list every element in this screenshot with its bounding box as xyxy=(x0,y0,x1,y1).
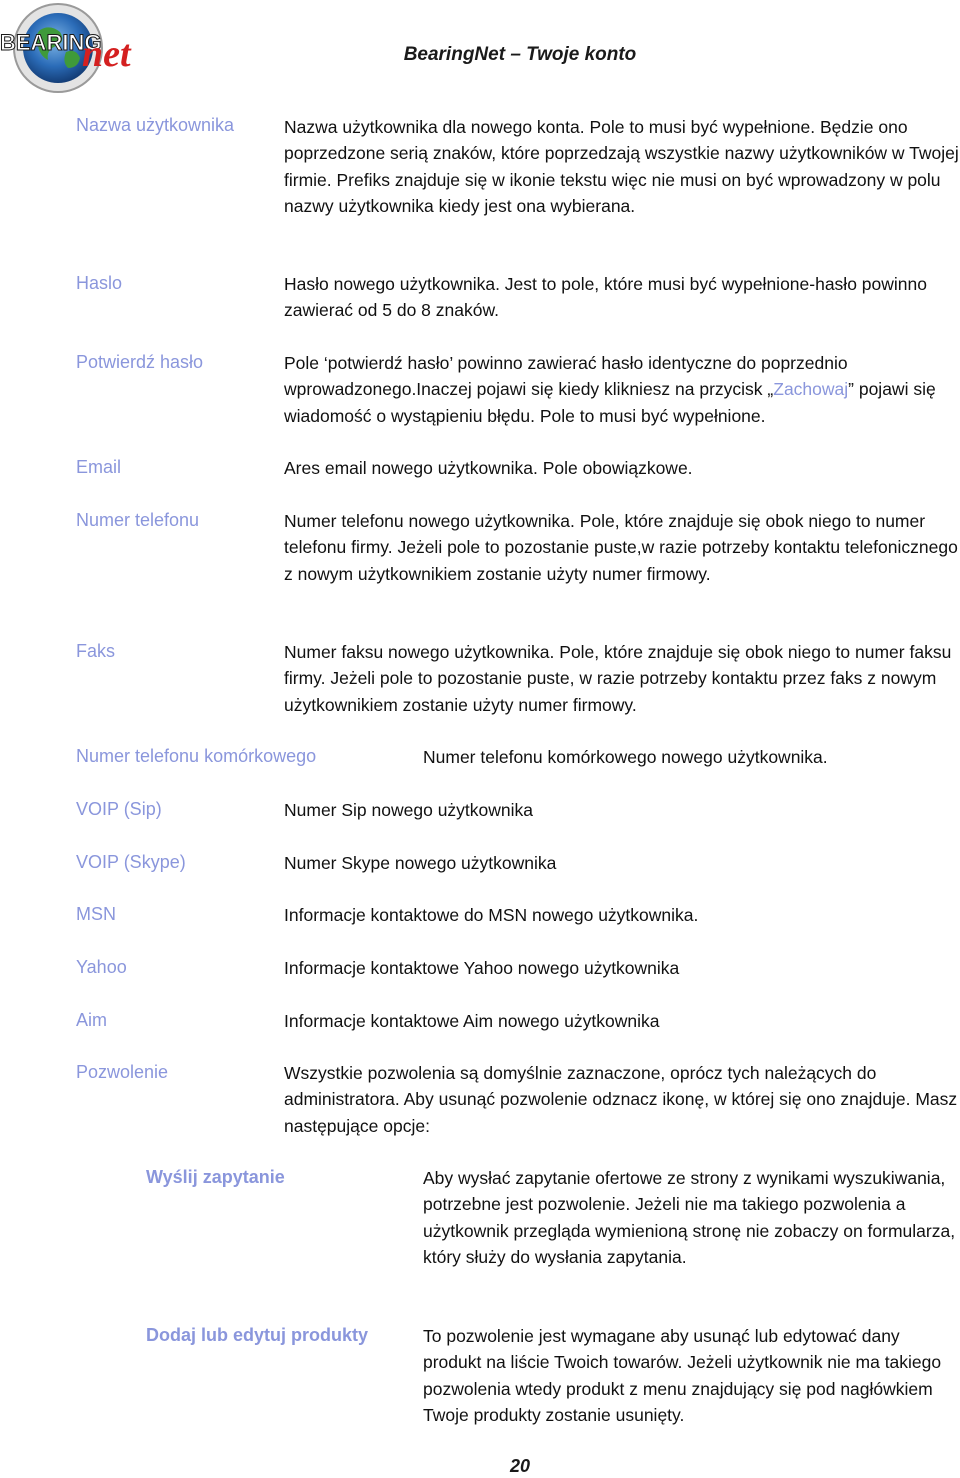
bearingnet-logo xyxy=(0,0,150,96)
desc-yahoo: Informacje kontaktowe Yahoo nowego użytkownika xyxy=(284,958,680,978)
desc-mobile: Numer telefonu komórkowego nowego użytkownika. xyxy=(423,747,828,767)
save-button-reference: Zachowaj xyxy=(773,379,849,400)
desc-fax: Numer faksu nowego użytkownika. Pole, które znajduje się obok niego to numer faksu firmy. Jeżeli pole to pozostanie puste, w razie potrzeby kontaktu przez faks z nowym użytkownikiem zostanie użyty numer firmowy. xyxy=(284,642,952,715)
desc-phone: Numer telefonu nowego użytkownika. Pole, które znajduje się obok niego to numer telefonu firmy. Jeżeli pole to pozostanie puste,w razie potrzeby kontaktu telefonicznego z nowym użytkownikiem zostanie użyty numer firmowy. xyxy=(284,511,958,584)
desc-confirm-password-part-b: ” pojawi się wiadomość o wystąpieniu błędu. Pole to musi być wypełnione. xyxy=(284,379,936,426)
desc-confirm-password-part-a: Pole ‘potwierdź hasło’ powinno zawierać hasło identyczne do poprzednio wprowadzonego.Inaczej pojawi się kiedy klikniesz na przycisk „ xyxy=(284,353,848,400)
desc-msn: Informacje kontaktowe do MSN nowego użytkownika. xyxy=(284,905,699,925)
term-send-inquiry: Wyślij zapytanie xyxy=(146,1167,285,1187)
term-add-edit-products: Dodaj lub edytuj produkty xyxy=(146,1325,369,1345)
term-username: Nazwa użytkownika xyxy=(76,115,235,135)
term-confirm-password: Potwierdź hasło xyxy=(76,352,204,372)
desc-password: Hasło nowego użytkownika. Jest to pole, które musi być wypełnione-hasło powinno zawierać od 5 do 8 znaków. xyxy=(284,274,927,321)
term-password: Haslo xyxy=(76,273,123,293)
term-aim: Aim xyxy=(76,1010,107,1030)
desc-username: Nazwa użytkownika dla nowego konta. Pole to musi być wypełnione. Będzie ono poprzedzone serią znaków, które poprzedzają wszystkie nazwy użytkowników w Twojej firmie. Prefiks znajduje się w ikonie tekstu więc nie musi on być wprowadzony w polu nazwy użytkownika kiedy jest ona wybierana. xyxy=(284,117,959,216)
desc-confirm-password xyxy=(284,350,960,429)
desc-voip-skype: Numer Skype nowego użytkownika xyxy=(284,853,557,873)
header-title: BearingNet – Twoje konto xyxy=(403,44,637,65)
term-msn: MSN xyxy=(76,904,116,924)
desc-email: Ares email nowego użytkownika. Pole obowiązkowe. xyxy=(284,458,693,478)
term-email: Email xyxy=(76,457,122,477)
term-permissions: Pozwolenie xyxy=(76,1062,169,1082)
term-phone: Numer telefonu xyxy=(76,510,200,530)
page-number: 20 xyxy=(509,1456,531,1476)
desc-send-inquiry: Aby wysłać zapytanie ofertowe ze strony z wynikami wyszukiwania, potrzebne jest pozwolenie. Jeżeli nie ma takiego pozwolenia a użytkownik przegląda wymienioną stronę nie zobaczy on formularza, który służy do wysłania zapytania. xyxy=(423,1168,956,1267)
term-voip-skype: VOIP (Skype) xyxy=(76,852,186,872)
term-fax: Faks xyxy=(76,641,116,661)
term-yahoo: Yahoo xyxy=(76,957,127,977)
logo-graphic xyxy=(0,0,150,96)
term-voip-sip: VOIP (Sip) xyxy=(76,799,162,819)
desc-aim: Informacje kontaktowe Aim nowego użytkownika xyxy=(284,1011,660,1031)
desc-permissions: Wszystkie pozwolenia są domyślnie zaznaczone, oprócz tych należących do administratora. Aby usunąć pozwolenie odznacz ikonę, w której się ono znajduje. Masz następujące opcje: xyxy=(284,1063,958,1136)
term-mobile: Numer telefonu komórkowego xyxy=(76,746,317,766)
desc-voip-sip: Numer Sip nowego użytkownika xyxy=(284,800,534,820)
svg-text:net: net xyxy=(82,33,131,75)
desc-add-edit-products: To pozwolenie jest wymagane aby usunąć lub edytować dany produkt na liście Twoich towarów. Jeżeli użytkownik nie ma takiego pozwolenia wtedy produkt z menu znajdujący się pod nagłówkiem Twoje produkty zostanie usunięty. xyxy=(423,1326,942,1425)
svg-text:BEARING: BEARING xyxy=(0,30,102,55)
